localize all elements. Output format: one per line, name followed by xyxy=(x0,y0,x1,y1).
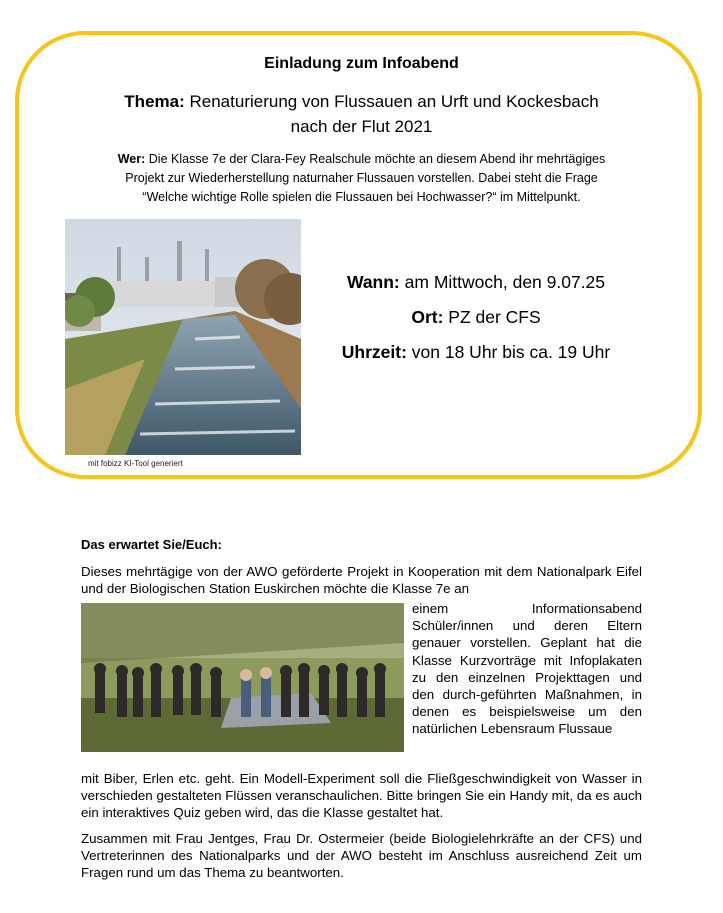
who-line-2: Projekt zur Wiederherstellung naturnaher Flussauen vorstellen. Dabei steht die Frage xyxy=(125,171,598,185)
topic-line-2: nach der Flut 2021 xyxy=(290,117,433,136)
topic-label: Thema: xyxy=(124,92,185,111)
who-label: Wer: xyxy=(117,152,146,166)
topic xyxy=(60,89,663,139)
class-group-photo xyxy=(81,603,404,752)
who-description xyxy=(70,150,653,207)
when-label: Wann: xyxy=(346,272,400,292)
section-heading: Das erwartet Sie/Euch: xyxy=(81,537,222,552)
when-line xyxy=(300,272,652,293)
topic-line-1: Renaturierung von Flussauen an Urft und Kockesbach xyxy=(189,92,599,111)
when-value: am Mittwoch, den 9.07.25 xyxy=(404,272,606,292)
paragraph-1-rest: mit Biber, Erlen etc. geht. Ein Modell-Experiment soll die Fließgeschwindigkeit von Wasser in verschieden gestalteten Flüssen veranschaulichen. Bitte bringen Sie ein Handy mit, da es auch ein interaktives Quiz geben wird, das die Klasse gestaltet hat. xyxy=(81,771,642,821)
paragraph-1-intro: Dieses mehrtägige von der AWO geförderte Projekt in Kooperation mit dem Nationalpark Eifel und der Biologischen Station Euskirchen möchte die Klasse 7e an xyxy=(81,564,642,597)
image-caption: mit fobizz KI-Tool generiert xyxy=(88,459,183,468)
who-line-1: Die Klasse 7e der Clara-Fey Realschule möchte an diesem Abend ihr mehrtägiges xyxy=(148,152,606,166)
where-value: PZ der CFS xyxy=(448,307,541,327)
who-line-3: “Welche wichtige Rolle spielen die Flussauen bei Hochwasser?“ im Mittelpunkt. xyxy=(142,190,581,204)
invitation-title: Einladung zum Infoabend xyxy=(264,55,459,72)
paragraph-2: Zusammen mit Frau Jentges, Frau Dr. Ostermeier (beide Biologielehrkräfte an der CFS) und Vertreterinnen des Nationalparks und der AWO besteht im Anschluss ausreichend Zeit um Fragen rund um das Thema zu beantworten. xyxy=(81,831,642,881)
river-photo xyxy=(65,219,301,455)
time-label: Uhrzeit: xyxy=(341,342,407,362)
where-line xyxy=(300,307,652,328)
paragraph-1-wrapped: einem Informationsabend Schüler/innen und deren Eltern genauer vorstellen. Geplant hat die Klasse Kurzvorträge mit Infoplakaten zu den einzelnen Projekttagen und den durch-geführten Maßnahmen, in denen es beispielsweise um den natürlichen Lebensraum Flussaue xyxy=(412,601,642,737)
time-value: von 18 Uhr bis ca. 19 Uhr xyxy=(411,342,611,362)
time-line xyxy=(300,342,652,363)
where-label: Ort: xyxy=(411,307,444,327)
